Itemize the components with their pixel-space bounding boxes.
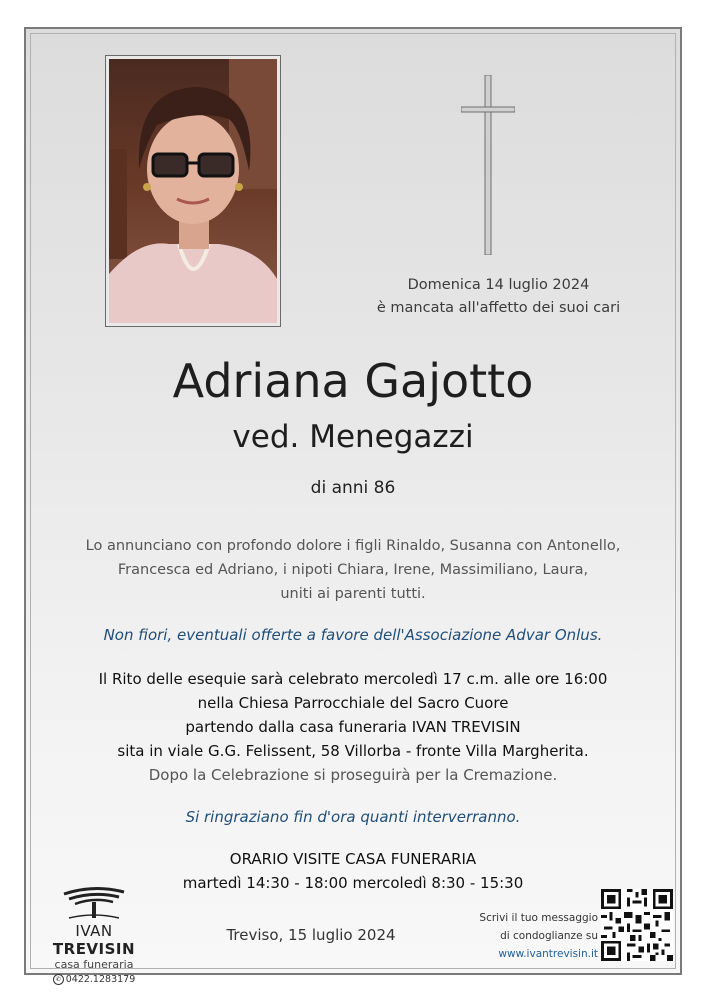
portrait-photo xyxy=(105,55,281,327)
funeral-home-logo xyxy=(34,886,154,987)
condolence-link[interactable]: www.ivantrevisin.it xyxy=(498,948,598,960)
logo-brand-bold: TREVISIN xyxy=(52,940,136,958)
portrait-image xyxy=(109,59,277,323)
publication-date: Treviso, 15 luglio 2024 xyxy=(226,926,396,944)
rite-line: Il Rito delle esequie sarà celebrato mercoledì 17 c.m. alle ore 16:00 xyxy=(98,670,608,688)
announcement-line: Lo annunciano con profondo dolore i figli Rinaldo, Susanna con Antonello, xyxy=(85,538,621,554)
death-date: Domenica 14 luglio 2024 xyxy=(407,277,590,293)
logo-brand-name xyxy=(34,922,154,958)
visiting-hours-title: ORARIO VISITE CASA FUNERARIA xyxy=(229,850,477,868)
condolence-message xyxy=(466,909,598,963)
condolence-line: di condoglianze su xyxy=(500,930,598,942)
rite-line: nella Chiesa Parrocchiale del Sacro Cuore xyxy=(197,694,509,712)
logo-subtitle: casa funeraria xyxy=(54,958,134,971)
thanks-note: Si ringraziano fin d'ora quanti interverranno. xyxy=(185,808,521,826)
passing-phrase: è mancata all'affetto dei suoi cari xyxy=(376,300,621,316)
deceased-widow-name: ved. Menegazzi xyxy=(232,419,474,455)
qr-code-icon[interactable] xyxy=(601,889,673,961)
logo-brand-light: IVAN xyxy=(75,922,113,940)
logo-phone xyxy=(34,973,154,987)
funeral-rite-info xyxy=(26,667,680,787)
rite-line: sita in viale G.G. Felissent, 58 Villorba - fronte Villa Margherita. xyxy=(117,742,589,760)
cross-icon xyxy=(461,75,515,255)
visiting-hours-times: martedì 14:30 - 18:00 mercoledì 8:30 - 15:30 xyxy=(182,874,524,892)
family-announcement xyxy=(66,534,640,606)
announcement-line: Francesca ed Adriano, i nipoti Chiara, Irene, Massimiliano, Laura, xyxy=(117,562,589,578)
deceased-name: Adriana Gajotto xyxy=(172,354,534,408)
cremation-note: Dopo la Celebrazione si proseguirà per la Cremazione. xyxy=(148,766,558,784)
no-flowers-note: Non fiori, eventuali offerte a favore dell'Associazione Advar Onlus. xyxy=(103,626,603,644)
deceased-age: di anni 86 xyxy=(310,478,396,498)
rite-line: partendo dalla casa funeraria IVAN TREVISIN xyxy=(185,718,521,736)
tree-logo-icon xyxy=(59,886,129,920)
phone-number: 0422.1283179 xyxy=(65,974,136,985)
death-date-block xyxy=(346,274,651,320)
obituary-sheet xyxy=(24,27,682,985)
phone-icon: ✆ xyxy=(53,974,64,985)
announcement-line: uniti ai parenti tutti. xyxy=(280,586,426,602)
condolence-line: Scrivi il tuo messaggio xyxy=(479,912,598,924)
